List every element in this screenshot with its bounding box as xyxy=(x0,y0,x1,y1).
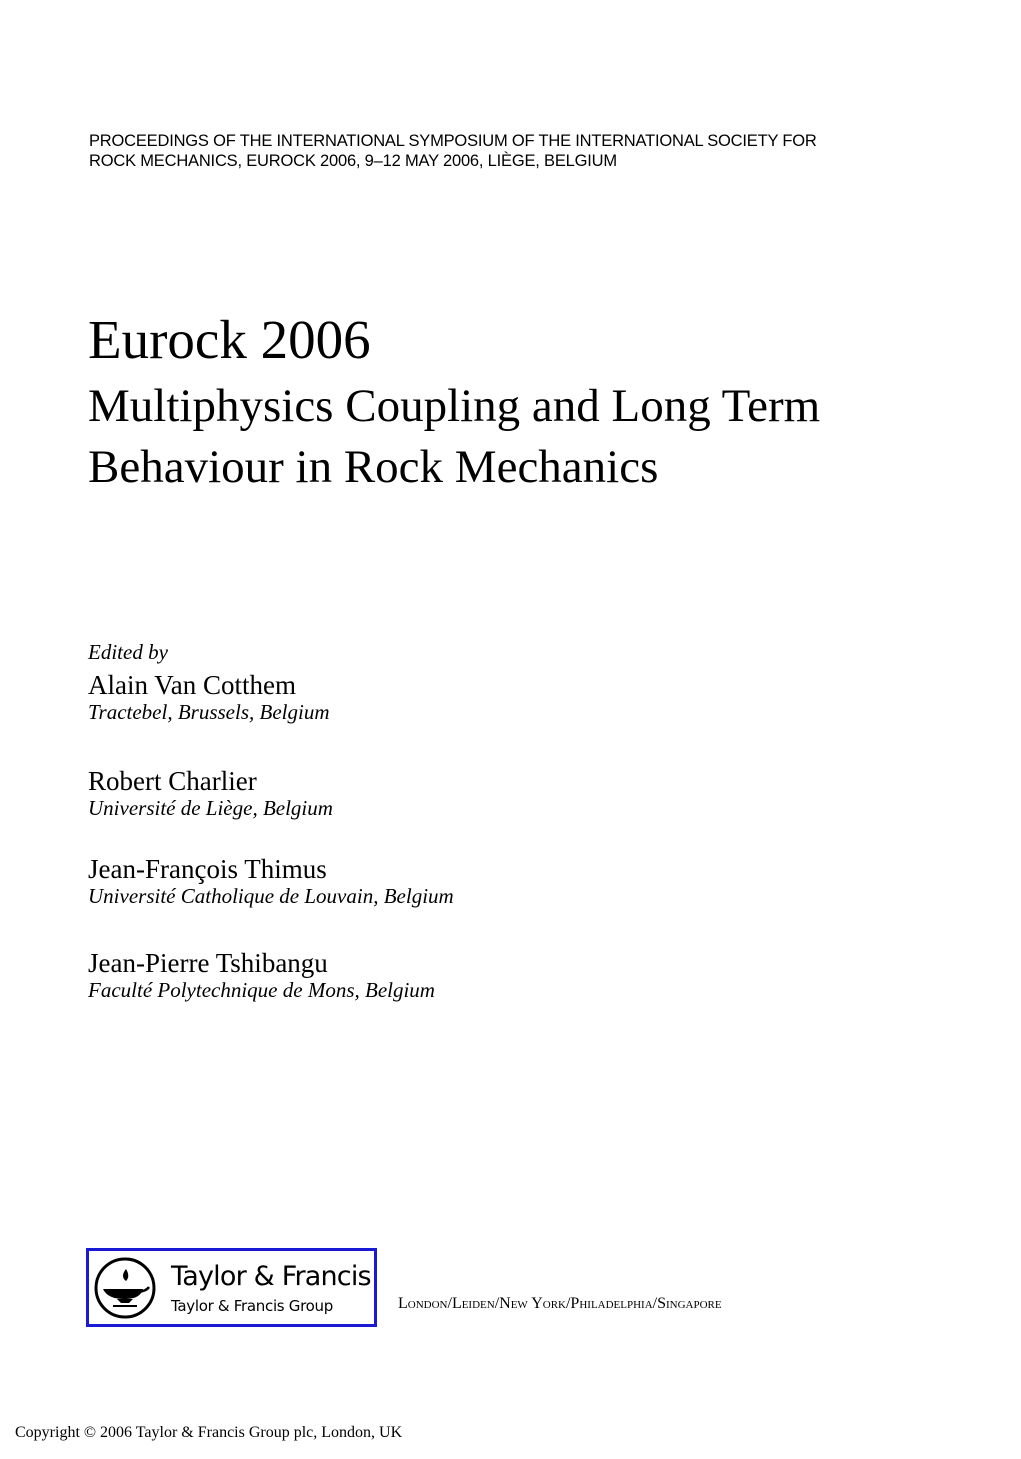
publisher-logo[interactable] xyxy=(86,1248,377,1327)
main-title: Eurock 2006 xyxy=(88,309,371,370)
copyright-notice: Copyright © 2006 Taylor & Francis Group plc, London, UK xyxy=(15,1424,403,1441)
editor-affiliation: Université Catholique de Louvain, Belgium xyxy=(88,884,454,908)
editor-entry xyxy=(88,670,788,724)
title-block xyxy=(88,308,988,498)
proceedings-header xyxy=(89,131,949,171)
proceedings-line-1: PROCEEDINGS OF THE INTERNATIONAL SYMPOSIUM OF THE INTERNATIONAL SOCIETY FOR xyxy=(89,132,817,150)
logo-name: Taylor & Francis xyxy=(171,1261,371,1292)
oil-lamp-icon xyxy=(93,1256,157,1320)
subtitle xyxy=(88,376,988,498)
subtitle-line-1: Multiphysics Coupling and Long Term xyxy=(88,380,821,432)
editor-name: Alain Van Cotthem xyxy=(88,670,296,700)
editor-affiliation: Faculté Polytechnique de Mons, Belgium xyxy=(88,978,435,1002)
publisher-locations: London/Leiden/New York/Philadelphia/Singapore xyxy=(398,1295,722,1312)
editor-affiliation: Université de Liège, Belgium xyxy=(88,796,333,820)
proceedings-line-2: ROCK MECHANICS, EUROCK 2006, 9–12 MAY 2006, LIÈGE, BELGIUM xyxy=(89,152,617,170)
editors-section xyxy=(88,640,788,1002)
editor-affiliation: Tractebel, Brussels, Belgium xyxy=(88,700,330,724)
editor-entry xyxy=(88,766,788,820)
logo-group: Taylor & Francis Group xyxy=(171,1297,333,1315)
editor-name: Robert Charlier xyxy=(88,766,257,796)
editor-entry xyxy=(88,854,788,908)
editor-entry xyxy=(88,948,788,1002)
subtitle-line-2: Behaviour in Rock Mechanics xyxy=(88,441,659,493)
editor-name: Jean-François Thimus xyxy=(88,854,327,884)
edited-by-label: Edited by xyxy=(88,640,168,664)
editor-name: Jean-Pierre Tshibangu xyxy=(88,948,328,978)
